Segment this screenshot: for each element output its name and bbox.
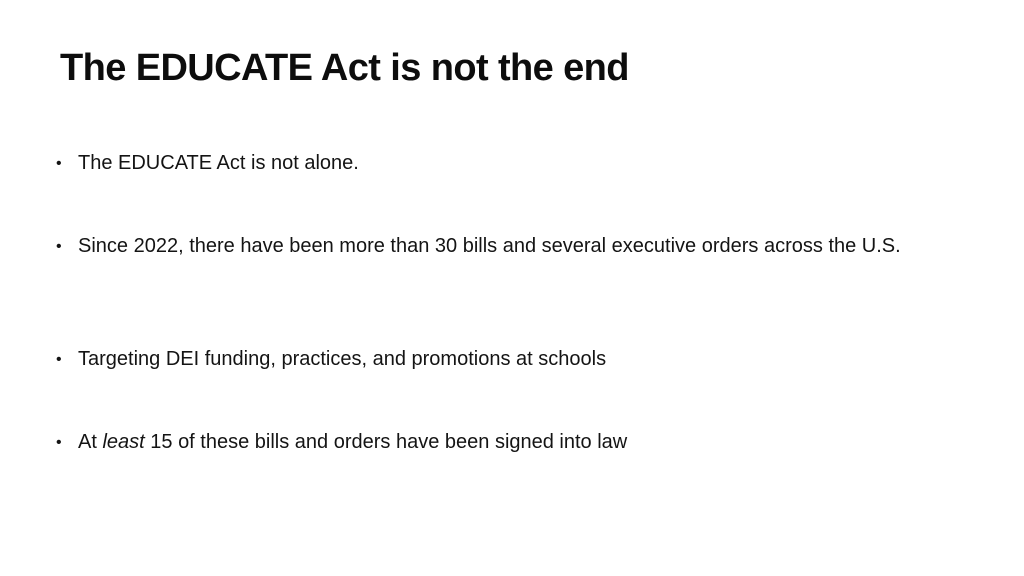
bullet-dot-icon: • (56, 238, 62, 255)
bullet-text-prefix: At (78, 431, 103, 453)
bullet-dot-icon: • (56, 434, 62, 451)
bullet-text: Since 2022, there have been more than 30 bills and several executive orders across the U.S. (78, 235, 901, 257)
bullet-text: The EDUCATE Act is not alone. (78, 152, 359, 174)
bullet-dot-icon: • (56, 155, 62, 172)
bullet-item (56, 148, 936, 179)
bullet-text (78, 427, 936, 458)
bullet-text: Targeting DEI funding, practices, and promotions at schools (78, 348, 607, 370)
bullet-text-suffix: 15 of these bills and orders have been signed into law (144, 431, 628, 453)
bullet-item (56, 344, 936, 375)
slide-title: The EDUCATE Act is not the end (60, 47, 629, 89)
bullet-text-emphasis: least (102, 431, 145, 453)
bullet-dot-icon: • (56, 351, 62, 368)
bullet-item (56, 231, 936, 262)
bullet-item (56, 427, 936, 458)
